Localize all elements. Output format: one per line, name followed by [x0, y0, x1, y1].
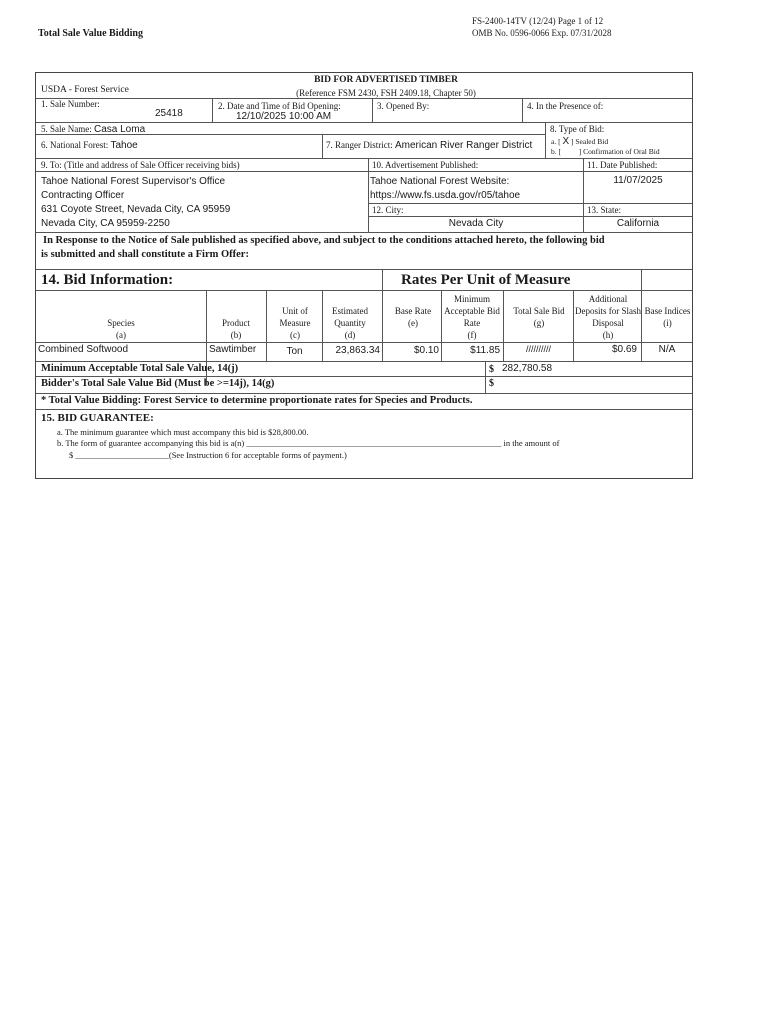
page-header-title: Total Sale Value Bidding — [38, 28, 143, 39]
oral-bid-option[interactable] — [551, 147, 660, 156]
sealed-bid-label: Sealed Bid — [575, 137, 609, 146]
col-code: (c) — [290, 330, 300, 340]
col-label: Unit of Measure — [279, 306, 311, 328]
min-total-value[interactable]: 282,780.58 — [502, 363, 553, 374]
col-label: Product — [222, 318, 250, 328]
col-label: Base Indices — [644, 306, 691, 316]
bid-opening-field[interactable]: 12/10/2025 10:00 AM — [236, 111, 332, 122]
sale-name-label: 5. Sale Name: — [41, 124, 92, 134]
col-code: (f) — [467, 330, 477, 340]
oral-bid-label: Confirmation of Oral Bid — [583, 147, 660, 156]
oral-bid-bracket-open: b. [ — [551, 147, 561, 156]
sealed-bid-bracket-open: a. [ — [551, 137, 561, 146]
omb-number: OMB No. 0596-0066 Exp. 07/31/2028 — [472, 28, 612, 38]
cell-slash-disposal[interactable]: $0.69 — [611, 344, 637, 355]
bid-opening-label: 2. Date and Time of Bid Opening: — [218, 101, 341, 111]
bidder-total-label: Bidder's Total Sale Value Bid (Must be >=14j), 14(g) — [41, 378, 275, 389]
response-statement-line1: In Response to the Notice of Sale published as specified above, and subject to the conditions attached hereto, the following bid — [43, 235, 605, 246]
oral-bid-bracket-close: ] — [578, 147, 582, 156]
bid-guarantee-heading: 15. BID GUARANTEE: — [41, 412, 154, 424]
col-header-species — [36, 317, 206, 341]
col-header-product — [208, 317, 264, 341]
bid-information-heading: 14. Bid Information: — [41, 272, 174, 288]
sale-number-field[interactable]: 25418 — [155, 108, 183, 119]
col-header-total-bid — [507, 305, 571, 329]
cell-total-bid[interactable]: ////////// — [525, 344, 551, 354]
bid-form — [35, 72, 693, 479]
ranger-district-field[interactable]: American River Ranger District — [395, 140, 533, 151]
national-forest-block — [41, 140, 138, 151]
address-line: 631 Coyote Street, Nevada City, CA 95959 — [41, 204, 231, 215]
col-code: (i) — [663, 318, 672, 328]
advertisement-label: 10. Advertisement Published: — [372, 160, 479, 170]
cell-product[interactable]: Sawtimber — [209, 344, 257, 355]
col-code: (g) — [533, 318, 545, 328]
bid-type-label: 8. Type of Bid: — [550, 124, 605, 134]
sale-officer-label: 9. To: (Title and address of Sale Officer receiving bids) — [41, 160, 240, 170]
min-total-label: Minimum Acceptable Total Sale Value, 14(j) — [41, 363, 239, 374]
date-published-field[interactable]: 11/07/2025 — [613, 175, 663, 186]
col-label: Species — [107, 318, 135, 328]
col-header-min-rate — [444, 293, 500, 341]
cell-quantity[interactable]: 23,863.34 — [335, 345, 380, 356]
rates-heading: Rates Per Unit of Measure — [401, 272, 571, 288]
opened-by-label: 3. Opened By: — [377, 101, 430, 111]
address-line: Nevada City, CA 95959-2250 — [41, 218, 170, 229]
guarantee-amount-line[interactable]: $ ______________________(See Instruction 6 for acceptable forms of payment.) — [69, 450, 347, 460]
col-header-slash-disposal — [575, 293, 641, 341]
col-header-base-indices — [643, 305, 692, 329]
advertisement-line: https://www.fs.usda.gov/r05/tahoe — [370, 190, 521, 201]
form-id-block — [472, 15, 612, 39]
col-header-base-rate — [386, 305, 440, 329]
col-code: (h) — [602, 330, 614, 340]
guarantee-minimum: a. The minimum guarantee which must accompany this bid is $28,800.00. — [57, 427, 309, 437]
state-label: 13. State: — [587, 205, 621, 215]
cell-base-indices[interactable]: N/A — [658, 344, 676, 355]
response-statement-line2: is submitted and shall constitute a Firm Offer: — [41, 249, 249, 260]
cell-min-rate[interactable]: $11.85 — [470, 345, 500, 356]
col-header-quantity — [324, 305, 376, 341]
cell-unit[interactable]: Ton — [286, 346, 303, 357]
col-label: Additional Deposits for Slash Disposal — [575, 294, 641, 328]
sealed-bid-bracket-close: ] — [571, 137, 574, 146]
total-value-footnote: * Total Value Bidding: Forest Service to determine proportionate rates for Species and Products. — [41, 395, 473, 406]
cell-species[interactable]: Combined Softwood — [38, 344, 129, 355]
advertisement-line: Tahoe National Forest Website: — [370, 176, 510, 187]
form-id: FS-2400-14TV (12/24) Page 1 of 12 — [472, 16, 604, 26]
cell-base-rate[interactable]: $0.10 — [413, 345, 439, 356]
col-label: Estimated Quantity — [332, 306, 368, 328]
address-line: Tahoe National Forest Supervisor's Office — [41, 176, 226, 187]
advertisement-field[interactable] — [370, 175, 520, 203]
date-published-label: 11. Date Published: — [587, 160, 658, 170]
min-total-currency: $ — [489, 364, 494, 375]
col-code: (a) — [116, 330, 126, 340]
national-forest-label: 6. National Forest: — [41, 140, 109, 150]
bidder-total-currency: $ — [489, 378, 494, 389]
sealed-bid-checkmark[interactable]: X — [562, 136, 570, 147]
national-forest-field[interactable]: Tahoe — [110, 140, 138, 151]
ranger-district-block — [326, 140, 532, 151]
col-label: Minimum Acceptable Bid Rate — [444, 294, 500, 328]
form-title: BID FOR ADVERTISED TIMBER — [314, 75, 458, 85]
sale-name-field[interactable]: Casa Loma — [94, 124, 146, 135]
col-label: Total Sale Bid — [513, 306, 565, 316]
col-code: (e) — [408, 318, 418, 328]
sale-officer-address[interactable] — [41, 175, 230, 231]
state-field[interactable]: California — [616, 218, 660, 229]
sale-number-label: 1. Sale Number: — [41, 99, 100, 109]
ranger-district-label: 7. Ranger District: — [326, 140, 393, 150]
city-field[interactable]: Nevada City — [448, 218, 504, 229]
guarantee-form-line[interactable]: b. The form of guarantee accompanying this bid is a(n) ____________________________________________________________ in the amount of — [57, 438, 560, 448]
form-reference: (Reference FSM 2430, FSH 2409.18, Chapter 50) — [296, 88, 476, 98]
agency-label: USDA - Forest Service — [41, 85, 129, 95]
col-code: (b) — [230, 330, 242, 340]
address-line: Contracting Officer — [41, 190, 125, 201]
col-header-unit — [270, 305, 320, 341]
city-label: 12. City: — [372, 205, 404, 215]
col-label: Base Rate — [394, 306, 432, 316]
presence-label: 4. In the Presence of: — [527, 101, 604, 111]
col-code: (d) — [344, 330, 356, 340]
sealed-bid-option[interactable] — [551, 136, 608, 147]
